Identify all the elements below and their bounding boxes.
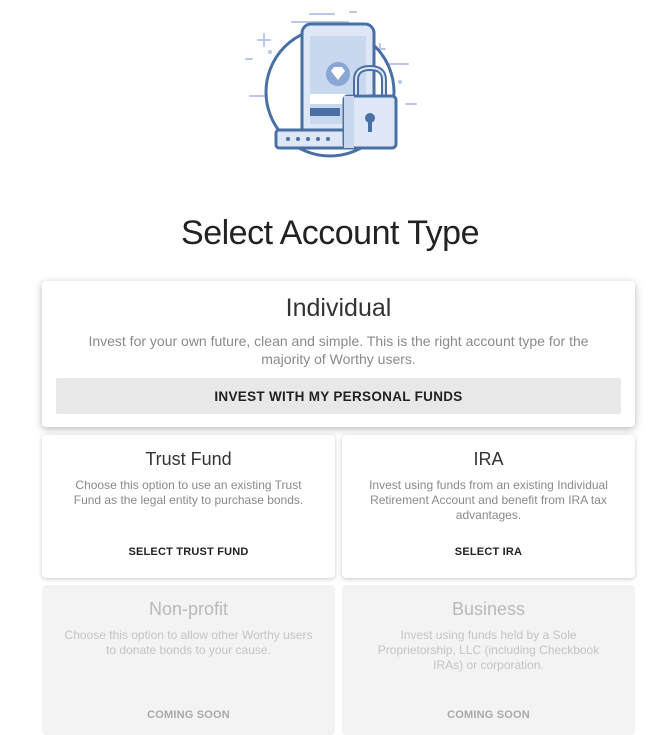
business-description: Invest using funds held by a Sole Proprietorship, LLC (including Checkbook IRAs) or corporation. — [377, 628, 600, 672]
nonprofit-coming-soon-label: COMING SOON — [147, 709, 230, 721]
business-card — [342, 585, 635, 735]
individual-description: Invest for your own future, clean and simple. This is the right account type for the majority of Worthy users. — [88, 333, 589, 367]
trust-fund-description: Choose this option to use an existing Trust Fund as the legal entity to purchase bonds. — [73, 478, 304, 507]
ira-description: Invest using funds from an existing Individual Retirement Account and benefit from IRA tax advantages. — [369, 478, 608, 522]
select-trust-fund-button[interactable]: SELECT TRUST FUND — [42, 546, 335, 558]
trust-fund-card[interactable] — [42, 435, 335, 578]
individual-title: Individual — [285, 294, 392, 322]
nonprofit-card — [42, 585, 335, 735]
invest-personal-funds-button[interactable]: INVEST WITH MY PERSONAL FUNDS — [56, 378, 621, 414]
hero-illustration — [0, 0, 660, 190]
nonprofit-title: Non-profit — [148, 599, 229, 619]
individual-account-card — [42, 281, 635, 427]
trust-fund-title: Trust Fund — [145, 449, 232, 469]
phone-lock-icon — [230, 4, 430, 184]
page-title: Select Account Type — [181, 214, 479, 252]
business-title: Business — [451, 599, 526, 619]
ira-card[interactable] — [342, 435, 635, 578]
business-coming-soon-label: COMING SOON — [447, 709, 530, 721]
select-ira-button[interactable]: SELECT IRA — [342, 546, 635, 558]
nonprofit-description: Choose this option to allow other Worthy users to donate bonds to your cause. — [64, 628, 313, 657]
ira-title: IRA — [473, 449, 504, 469]
